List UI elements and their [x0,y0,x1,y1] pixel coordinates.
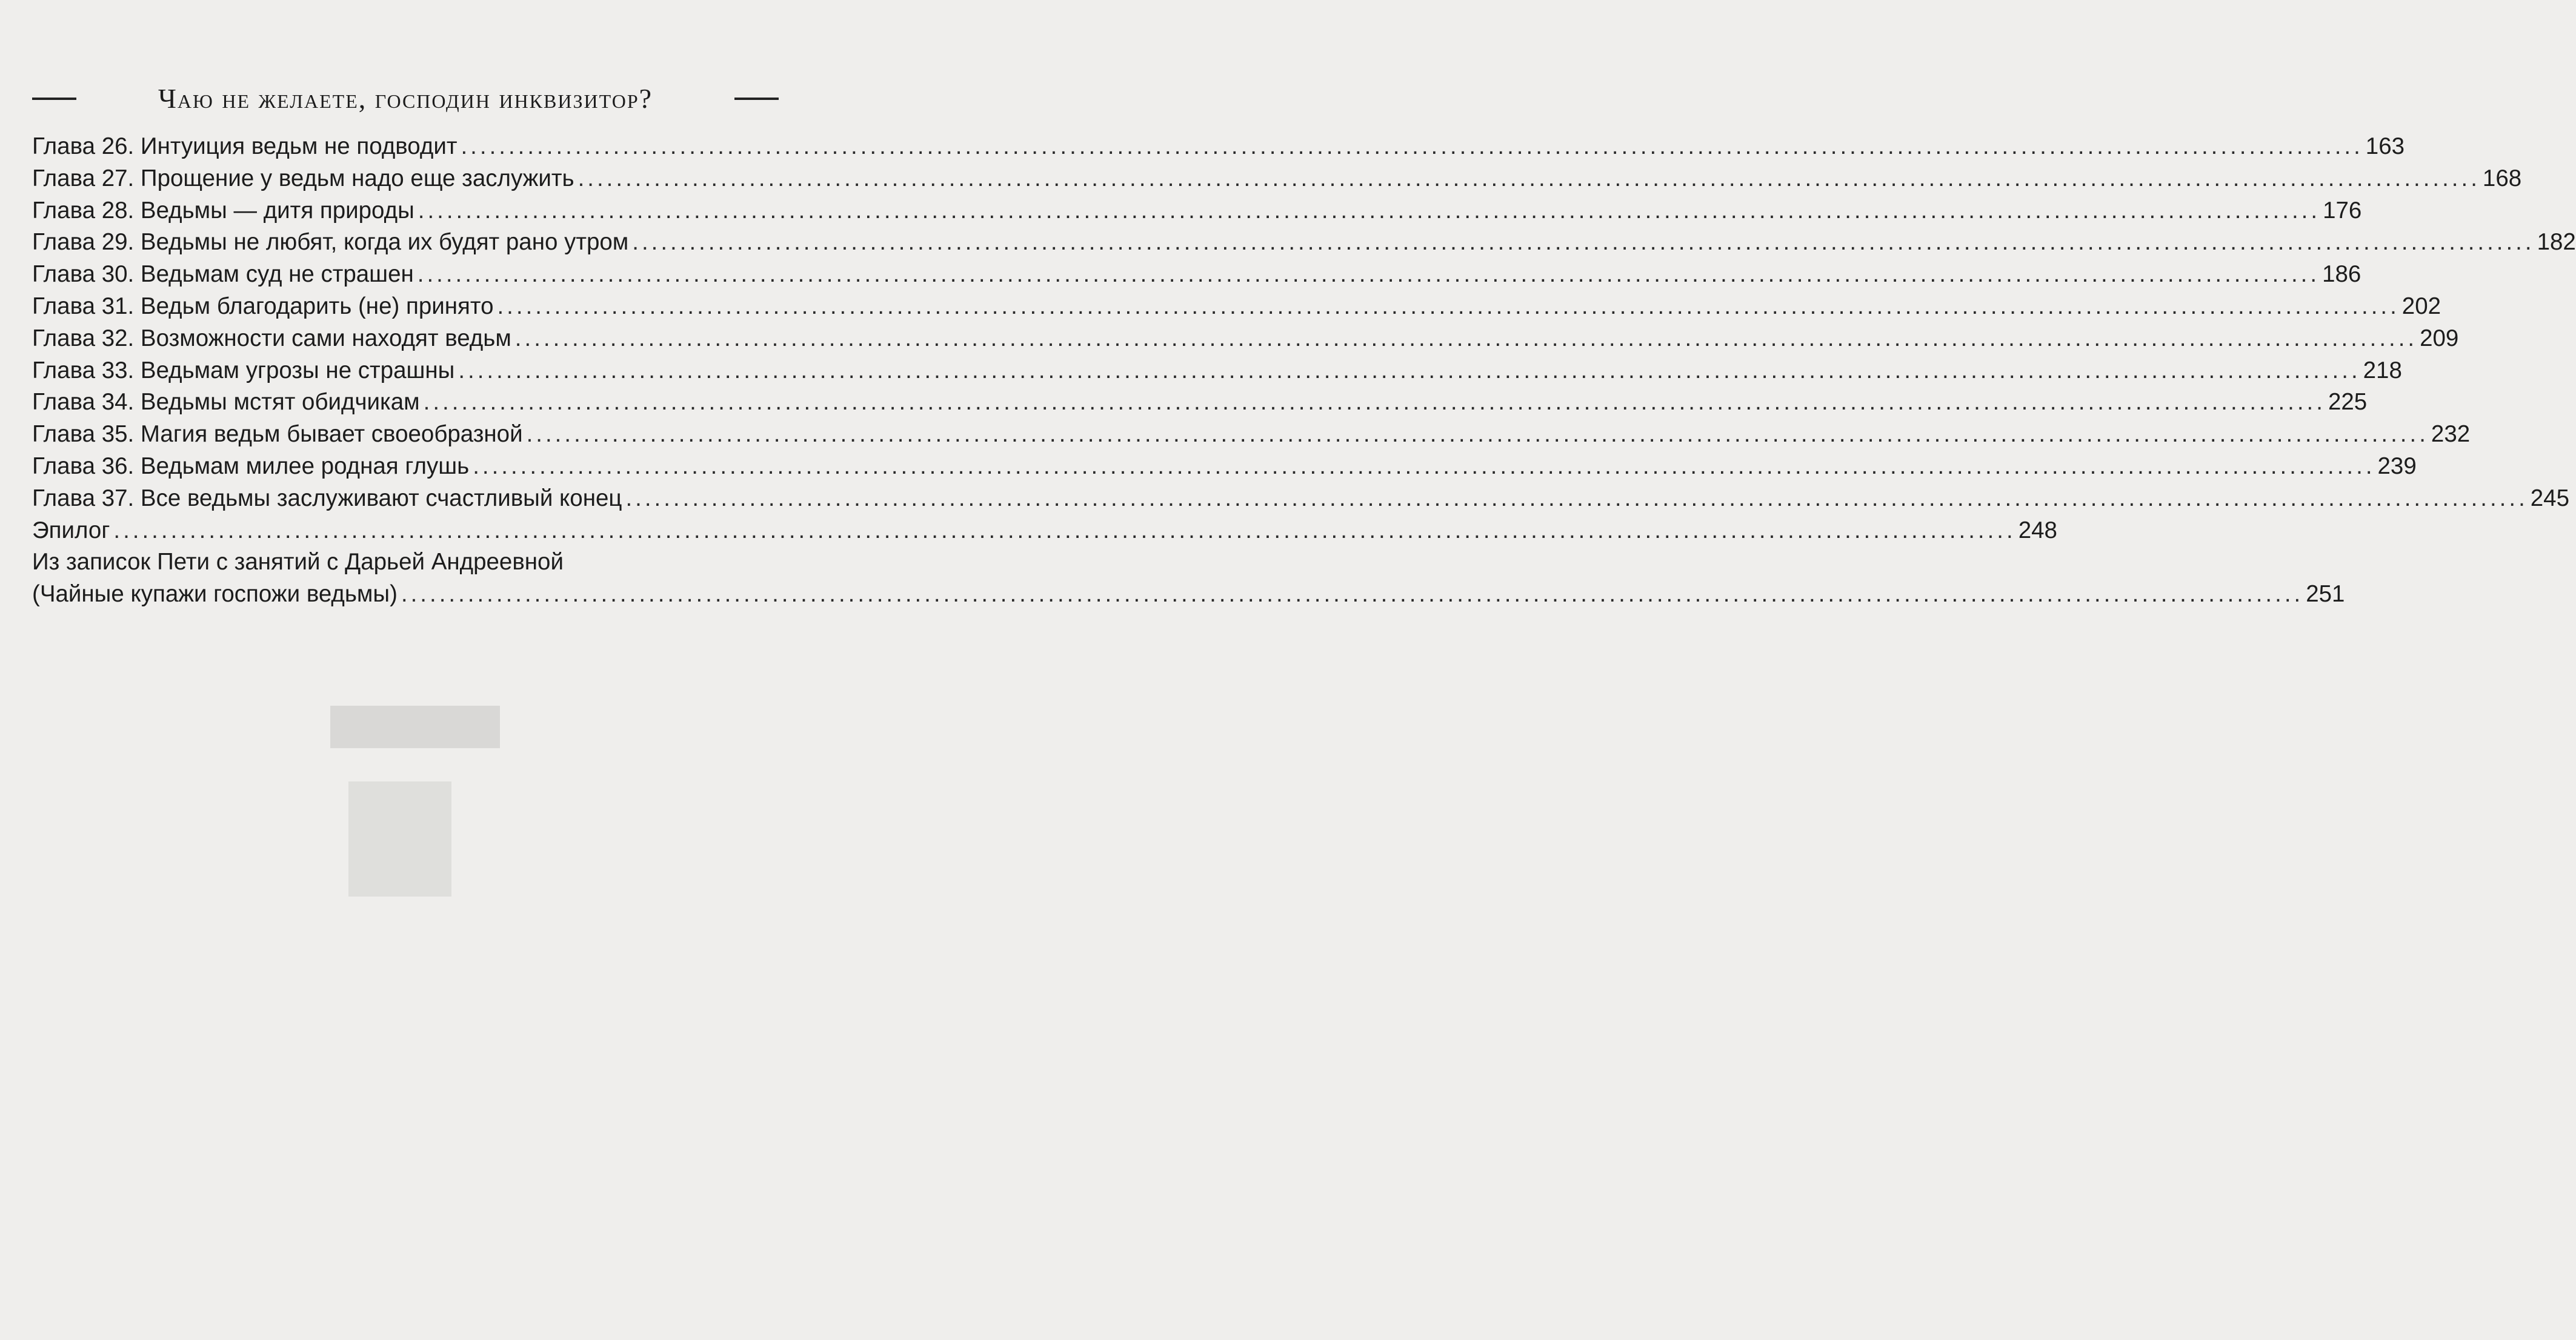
toc-leader-dots: ........................................................................................................................................................................................................ [113,517,2016,543]
toc-leader-dots: ........................................................................................................................................................................................................ [461,133,2363,159]
toc-entry-title: Глава 30. Ведьмам суд не страшен [32,261,414,288]
running-header [32,85,779,113]
toc-entry [32,483,2570,515]
toc-entry [32,419,2471,451]
toc-entry [32,259,2361,291]
toc-page-number: 176 [2323,197,2362,224]
toc-entry-title: Глава 36. Ведьмам милее родная глушь [32,453,470,479]
toc-entry [32,515,2057,547]
toc-entry [32,355,2402,387]
toc-entry [32,163,2522,195]
toc-page-number: 186 [2322,261,2361,288]
toc-entry-notes [32,546,2345,611]
toc-entry-title: Глава 31. Ведьм благодарить (не) принято [32,293,494,319]
toc-page-number: 251 [2306,581,2345,608]
toc-entry [32,323,2459,355]
toc-entry-title: Глава 32. Возможности сами находят ведьм [32,325,511,351]
toc-page-number: 248 [2018,517,2057,543]
toc-page-number: 218 [2363,357,2402,383]
toc-leader-dots: ........................................................................................................................................................................................................ [526,421,2429,448]
toc-leader-dots: ........................................................................................................................................................................................................ [632,229,2535,256]
toc-leader-dots: ........................................................................................................................................................................................................ [417,261,2320,288]
header-rule-left [32,98,76,100]
toc-page-number: 209 [2420,325,2459,351]
toc-list [32,131,2576,546]
toc-entry-title: Глава 35. Магия ведьм бывает своеобразной [32,421,523,448]
toc-page-number: 245 [2530,485,2570,511]
toc-entry-title: Глава 29. Ведьмы не любят, когда их будят рано утром [32,229,629,256]
toc-leader-dots: ........................................................................................................................................................................................................ [473,453,2375,479]
toc-entry-title: Глава 26. Интуиция ведьм не подводит [32,133,458,159]
toc-leader-dots: ........................................................................................................................................................................................................ [423,389,2326,416]
toc-leader-dots: ........................................................................................................................................................................................................ [418,197,2321,224]
toc-entry [32,131,2405,163]
toc-entry-title: Глава 34. Ведьмы мстят обидчикам [32,389,420,416]
table-of-contents [32,131,2576,611]
toc-entry [32,579,2345,611]
toc-page-number: 202 [2401,293,2441,319]
toc-leader-dots: ........................................................................................................................................................................................................ [625,485,2528,511]
toc-page-number: 182 [2537,229,2576,256]
toc-page-number: 239 [2377,453,2417,479]
toc-leader-dots: ........................................................................................................................................................................................................ [514,325,2418,351]
toc-entry [32,291,2441,323]
toc-entry [32,386,2368,419]
toc-entry-title-line2: (Чайные купажи госпожи ведьмы) [32,581,398,608]
toc-entry-title: Эпилог [32,517,110,543]
toc-entry [32,195,2362,227]
toc-entry [32,451,2417,483]
toc-page-number: 163 [2365,133,2405,159]
toc-leader-dots: ........................................................................................................................................................................................................ [401,581,2304,608]
toc-page-number: 225 [2328,389,2368,416]
toc-page-number: 232 [2431,421,2471,448]
toc-entry-title: Глава 27. Прощение у ведьм надо еще заслужить [32,165,574,191]
toc-leader-dots: ........................................................................................................................................................................................................ [577,165,2480,191]
toc-entry-title: Глава 37. Все ведьмы заслуживают счастливый конец [32,485,622,511]
toc-entry-title: Глава 28. Ведьмы — дитя природы [32,197,414,224]
toc-entry-title-line1: Из записок Пети с занятий с Дарьей Андреевной [32,549,564,575]
toc-leader-dots: ........................................................................................................................................................................................................ [497,293,2400,319]
toc-entry [32,227,2576,259]
book-title: Чаю не желаете, господин инквизитор? [158,83,653,114]
header-rule-right [734,98,779,100]
toc-entry-title: Глава 33. Ведьмам угрозы не страшны [32,357,455,383]
toc-page-number: 168 [2482,165,2522,191]
toc-leader-dots: ........................................................................................................................................................................................................ [458,357,2361,383]
